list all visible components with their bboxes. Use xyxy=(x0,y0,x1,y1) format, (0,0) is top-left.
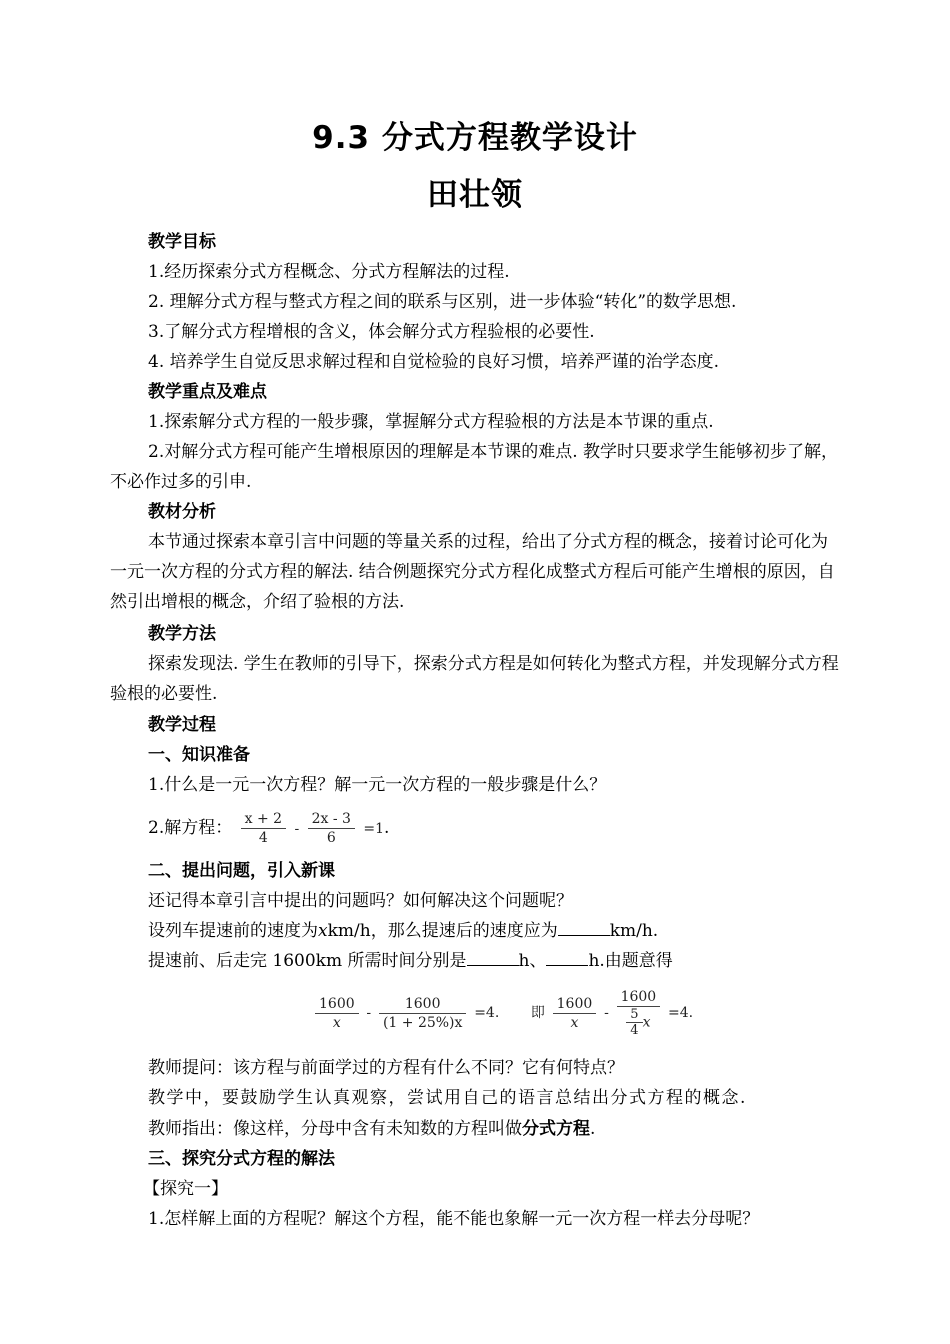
part2-line-3-c: h.由题意得 xyxy=(588,951,673,971)
goal-3: 3.了解分式方程增根的含义，体会解分式方程验根的必要性. xyxy=(148,322,595,342)
eq2-numerator-1: 1600 xyxy=(319,995,355,1012)
heading-part1: 一、知识准备 xyxy=(148,745,250,765)
goal-2: 2. 理解分式方程与整式方程之间的联系与区别，进一步体验“转化”的数学思想. xyxy=(148,292,737,312)
eq2-denominator-4 xyxy=(622,1007,654,1038)
eq1-numerator-1: x + 2 xyxy=(244,811,283,827)
key-point-2: 2.对解分式方程可能产生增根原因的理解是本节课的难点. 教学时只要求学生能够初步了解，不必作过多的引申. xyxy=(110,442,839,492)
eq2-nested-den: 4 xyxy=(630,1023,639,1038)
heading-material: 教材分析 xyxy=(148,502,216,522)
heading-part2: 二、提出问题，引入新课 xyxy=(148,861,335,881)
eq2-numerator-3: 1600 xyxy=(556,995,593,1012)
part2-line-1: 还记得本章引言中提出的问题吗？如何解决这个问题呢？ xyxy=(148,891,573,911)
eq2-frac-a xyxy=(315,995,359,1032)
document-title: 9.3 分式方程教学设计 xyxy=(312,120,638,156)
eq2-ji: 即 xyxy=(530,1005,545,1021)
eq1-operator: - xyxy=(294,821,300,837)
eq1-rhs: =1 xyxy=(363,821,385,837)
eq2-frac-d xyxy=(617,988,661,1038)
eq2-nested-frac xyxy=(626,1007,642,1038)
eq2-numerator-2: 1600 xyxy=(404,995,441,1012)
material-text: 本节通过探索本章引言中问题的等量关系的过程，给出了分式方程的概念，接着讨论可化为一元一次方程的分式方程的解法. 结合例题探究分式方程化成整式方程后可能产生增根的原因，自然引出增根的概念，介绍了验根的方法. xyxy=(110,532,835,612)
equation-1-frac-b xyxy=(308,810,355,847)
part2-line-3-b: h、 xyxy=(518,951,547,971)
part2-line-2-b: km/h，那么提速后的速度应为 xyxy=(327,921,558,941)
part2-line-6-c: . xyxy=(590,1119,596,1139)
eq2-operator: - xyxy=(366,1005,372,1021)
eq2-denominator-2: (1 + 25%)x xyxy=(382,1014,463,1031)
goal-4: 4. 培养学生自觉反思求解过程和自觉检验的良好习惯，培养严谨的治学态度. xyxy=(148,352,720,372)
blank-time-before xyxy=(467,947,519,966)
explore-1-question-1: 1.怎样解上面的方程呢？解这个方程，能不能也象解一元一次方程一样去分母呢？ xyxy=(148,1209,760,1229)
blank-time-after xyxy=(546,947,588,966)
heading-goals: 教学目标 xyxy=(148,232,216,252)
heading-key-points: 教学重点及难点 xyxy=(148,382,267,402)
eq2-nested-num: 5 xyxy=(630,1007,639,1022)
term-fractional-equation: 分式方程 xyxy=(522,1119,590,1139)
part2-line-3 xyxy=(148,946,673,976)
eq2-rhs: =4. xyxy=(474,1005,500,1021)
eq2-denominator-1: x xyxy=(332,1014,341,1031)
eq1-denominator-2: 6 xyxy=(326,830,336,846)
eq2-operator-2: - xyxy=(604,1005,609,1021)
part2-line-4: 教师提问：该方程与前面学过的方程有什么不同？它有何特点？ xyxy=(148,1058,624,1078)
part2-line-5: 教学中，要鼓励学生认真观察，尝试用自己的语言总结出分式方程的概念. xyxy=(148,1088,747,1108)
question-2-label: 2.解方程： xyxy=(148,818,233,838)
eq2-nested-x: x xyxy=(642,1014,651,1031)
eq2-frac-b xyxy=(379,995,466,1032)
part2-line-3-a: 提速前、后走完 1600km 所需时间分别是 xyxy=(148,951,467,971)
method-text: 探索发现法. 学生在教师的引导下，探索分式方程是如何转化为整式方程，并发现解分式方程验根的必要性. xyxy=(110,654,839,704)
variable-x: x xyxy=(318,921,328,941)
eq2-rhs-2: =4. xyxy=(668,1005,694,1021)
equation-2 xyxy=(312,988,693,1038)
key-point-1: 1.探索解分式方程的一般步骤，掌握解分式方程验根的方法是本节课的重点. xyxy=(148,412,714,432)
eq2-denominator-3: x xyxy=(570,1014,579,1031)
equation-1-frac-a xyxy=(241,810,286,847)
blank-speed xyxy=(558,917,610,936)
heading-method: 教学方法 xyxy=(148,624,216,644)
part2-line-2-c: km/h. xyxy=(609,921,659,941)
eq1-end: . xyxy=(384,818,390,838)
explore-1-label: 【探究一】 xyxy=(143,1179,228,1199)
eq2-frac-c xyxy=(553,995,597,1032)
eq1-numerator-2: 2x - 3 xyxy=(311,811,351,827)
part2-line-6 xyxy=(148,1114,595,1144)
eq2-numerator-4: 1600 xyxy=(620,989,657,1005)
question-1: 1.什么是一元一次方程？解一元一次方程的一般步骤是什么？ xyxy=(148,775,607,795)
heading-part3: 三、探究分式方程的解法 xyxy=(148,1149,335,1169)
part2-line-2-a: 设列车提速前的速度为 xyxy=(148,921,318,941)
goal-1: 1.经历探索分式方程概念、分式方程解法的过程. xyxy=(148,262,510,282)
eq1-denominator-1: 4 xyxy=(258,830,268,846)
document-author: 田壮领 xyxy=(427,177,523,213)
heading-process: 教学过程 xyxy=(148,715,216,735)
part2-line-6-a: 教师指出：像这样，分母中含有未知数的方程叫做 xyxy=(148,1119,522,1139)
question-2 xyxy=(148,808,389,849)
part2-line-2 xyxy=(148,916,658,946)
